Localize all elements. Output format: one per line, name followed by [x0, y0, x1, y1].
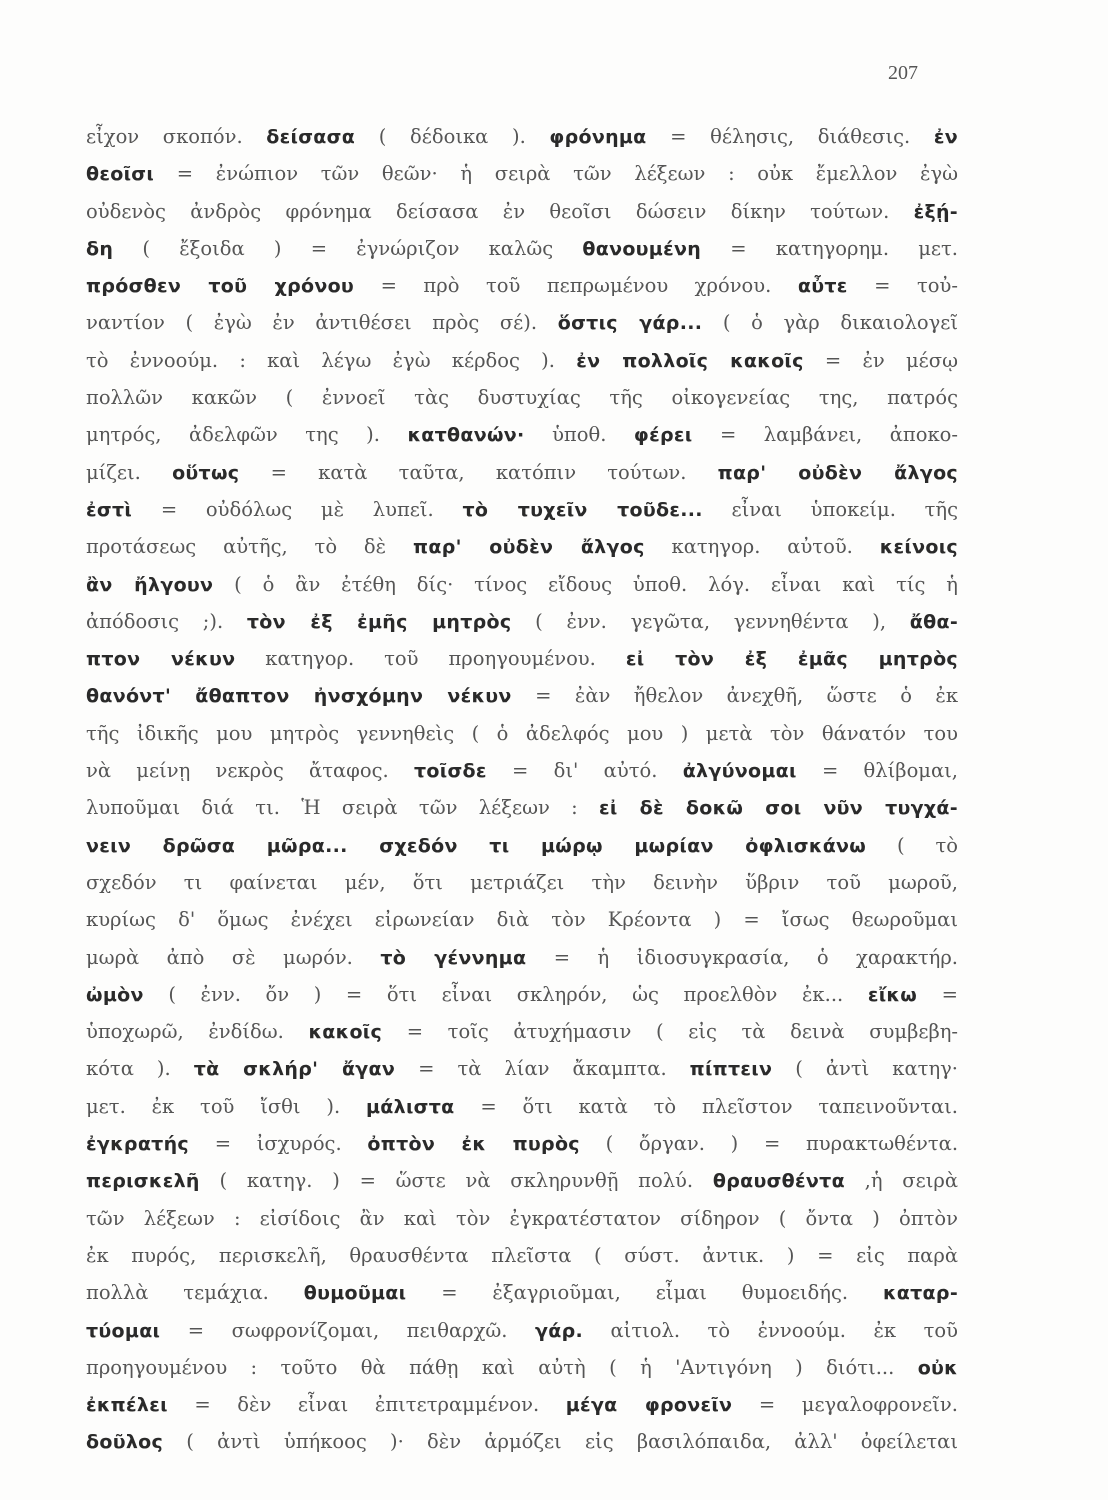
lemma-term: ἄθα-: [909, 610, 958, 633]
lemma-term: πτον νέκυν: [86, 648, 236, 671]
gloss-text: τῆς ἰδικῆς μου μητρὸς γεννηθεὶς ( ὁ ἀδελφός μου ) μετὰ τὸν θάνατόν του: [86, 721, 958, 745]
lemma-term: οὕτως: [172, 461, 240, 484]
lemma-term: ἂν ἤλγουν: [86, 573, 214, 596]
lemma-term: τὸ γέννημα: [380, 946, 527, 969]
text-line: [86, 342, 958, 379]
gloss-text: πολλὰ τεμάχια.: [86, 1281, 304, 1305]
lemma-term: ἐν: [933, 126, 958, 148]
gloss-text: ( ἐνν. ὄν ) = ὅτι εἶναι σκληρόν, ὡς προελθὸν ἐκ...: [143, 982, 868, 1006]
gloss-text: ,ἡ σειρὰ: [844, 1169, 958, 1193]
lemma-term: οὐκ: [917, 1356, 958, 1379]
gloss-text: μίζει.: [86, 460, 173, 484]
gloss-text: προηγουμένου : τοῦτο θὰ πάθῃ καὶ αὐτὴ ( ἡ 'Αντιγόνη ) διότι...: [86, 1355, 918, 1379]
gloss-text: ναντίον ( ἐγὼ ἐν ἀντιθέσει πρὸς σέ).: [86, 311, 558, 335]
lemma-term: νειν δρῶσα μῶρα... σχεδόν τι μώρῳ μωρίαν ὀφλισκάνω: [86, 834, 867, 857]
lemma-term: εἴκω: [867, 983, 918, 1006]
gloss-text: ἐκ πυρός, περισκελῆ, θραυσθέντα πλεῖστα ( σύστ. ἀντικ. ) = εἰς παρὰ: [86, 1243, 958, 1267]
text-line: [86, 491, 958, 528]
gloss-text: τῶν λέξεων : εἰσίδοις ἂν καὶ τὸν ἐγκρατέστατον σίδηρον ( ὄντα ) ὀπτὸν: [86, 1206, 958, 1230]
text-line: [86, 454, 958, 491]
commentary-text: [86, 118, 958, 1461]
text-line: [86, 1088, 958, 1125]
gloss-text: ( ἀντὶ κατηγ·: [772, 1057, 958, 1081]
gloss-text: νὰ μείνῃ νεκρὸς ἄταφος.: [86, 759, 414, 783]
gloss-text: = τὰ λίαν ἄκαμπτα.: [395, 1057, 690, 1081]
gloss-text: πολλῶν κακῶν ( ἐννοεῖ τὰς δυστυχίας τῆς οἰκογενείας της, πατρός: [86, 386, 958, 410]
gloss-text: =: [917, 982, 958, 1006]
lemma-term: εἰ τὸν ἐξ ἐμᾶς μητρὸς: [625, 648, 958, 671]
lemma-term: δείσασα: [266, 126, 356, 148]
lemma-term: μέγα φρονεῖν: [565, 1394, 733, 1417]
text-line: [86, 1013, 958, 1050]
lemma-term: θανουμένη: [582, 237, 702, 260]
gloss-text: ( ὁ ἂν ἐτέθη δίς· τίνος εἴδους ὑποθ. λόγ. εἶναι καὶ τίς ἡ: [213, 572, 958, 596]
text-line: [86, 939, 958, 976]
lemma-term: φέρει: [633, 424, 693, 447]
gloss-text: = ἡ ἰδιοσυγκρασία, ὁ χαρακτήρ.: [526, 945, 958, 969]
lemma-term: θεοῖσι: [86, 163, 155, 186]
gloss-text: = ὅτι κατὰ τὸ πλεῖστον ταπεινοῦνται.: [454, 1094, 958, 1118]
gloss-text: τὸ ἐννοούμ. : καὶ λέγω ἐγὼ κέρδος ).: [86, 348, 577, 372]
lemma-term: πρόσθεν τοῦ χρόνου: [86, 275, 355, 298]
gloss-text: = θέλησις, διάθεσις.: [646, 125, 934, 148]
lemma-term: τοῖσδε: [413, 760, 487, 783]
text-line: [86, 1312, 958, 1349]
lemma-term: κακοῖς: [308, 1021, 383, 1044]
gloss-text: ( ἀντὶ ὑπήκοος )· δὲν ἁρμόζει εἰς βασιλόπαιδα, ἀλλ' ὀφείλεται: [163, 1430, 958, 1454]
gloss-text: αἰτιολ. τὸ ἐννοούμ. ἐκ τοῦ: [583, 1318, 958, 1342]
gloss-text: κυρίως δ' ὅμως ἐνέχει εἰρωνείαν διὰ τὸν Κρέοντα ) = ἴσως θεωροῦμαι: [86, 908, 958, 932]
text-line: [86, 715, 958, 752]
gloss-text: σχεδόν τι φαίνεται μέν, ὅτι μετριάζει τὴν δεινὴν ὕβριν τοῦ μωροῦ,: [86, 870, 958, 894]
lemma-term: ἐξῄ-: [913, 200, 958, 223]
gloss-text: προτάσεως αὐτῆς, τὸ δὲ: [86, 535, 414, 559]
lemma-term: δη: [86, 237, 114, 260]
lemma-term: ὀπτὸν ἐκ πυρὸς: [367, 1133, 580, 1156]
lemma-term: παρ' οὐδὲν ἄλγος: [717, 461, 958, 484]
gloss-text: = σωφρονίζομαι, πειθαρχῶ.: [160, 1318, 535, 1342]
gloss-text: ( δέδοικα ).: [355, 125, 550, 148]
text-line: [86, 267, 958, 304]
lemma-term: τὸ τυχεῖν τοῦδε...: [462, 498, 703, 521]
text-line: [86, 528, 958, 565]
lemma-term: ἐν πολλοῖς κακοῖς: [576, 349, 804, 372]
gloss-text: ( ἐνν. γεγῶτα, γεννηθέντα ),: [511, 609, 910, 633]
gloss-text: = οὐδόλως μὲ λυπεῖ.: [132, 497, 463, 521]
lemma-term: ὅστις γάρ...: [557, 312, 703, 335]
page-number: 207: [888, 62, 918, 84]
lemma-term: κατθανών·: [407, 424, 525, 447]
gloss-text: = λαμβάνει, ἀποκο-: [692, 423, 958, 447]
text-line: [86, 379, 958, 416]
gloss-text: = δι' αὐτό.: [486, 759, 683, 783]
lemma-term: ἀλγύνομαι: [682, 760, 797, 783]
gloss-text: ὑποχωρῶ, ἐνδίδω.: [86, 1020, 309, 1044]
lemma-term: τύομαι: [86, 1319, 161, 1342]
text-line: [86, 1423, 958, 1460]
gloss-text: = ἐξαγριοῦμαι, εἶμαι θυμοειδής.: [406, 1281, 883, 1305]
text-line: [86, 1237, 958, 1274]
lemma-term: θυμοῦμαι: [303, 1282, 407, 1305]
gloss-text: ( ὁ γὰρ δικαιολογεῖ: [702, 311, 958, 335]
gloss-text: κατηγορ. τοῦ προηγουμένου.: [235, 647, 626, 671]
text-line: [86, 752, 958, 789]
gloss-text: ( ἔξοιδα ) = ἐγνώριζον καλῶς: [113, 236, 583, 260]
lemma-term: εἰ δὲ δοκῶ σοι νῦν τυγχά-: [599, 797, 958, 820]
gloss-text: = μεγαλοφρονεῖν.: [732, 1393, 958, 1417]
gloss-text: εἶχον σκοπόν.: [86, 125, 267, 148]
text-line: [86, 1050, 958, 1087]
gloss-text: μετ. ἐκ τοῦ ἴσθι ).: [86, 1094, 366, 1118]
lemma-term: δοῦλος: [86, 1431, 164, 1454]
text-line: [86, 1386, 958, 1423]
lemma-term: περισκελῆ: [86, 1170, 200, 1193]
lemma-term: θανόντ' ἄθαπτον ἠνσχόμην νέκυν: [86, 685, 512, 708]
lemma-term: γάρ.: [535, 1319, 584, 1342]
gloss-text: οὐδενὸς ἀνδρὸς φρόνημα δείσασα ἐν θεοῖσι δώσειν δίκην τούτων.: [86, 199, 914, 223]
text-line: [86, 118, 958, 155]
gloss-text: μωρὰ ἀπὸ σὲ μωρόν.: [86, 945, 381, 969]
text-line: [86, 976, 958, 1013]
gloss-text: = κατηγορημ. μετ.: [701, 236, 958, 260]
lemma-term: πίπτειν: [689, 1058, 773, 1081]
lemma-term: φρόνημα: [549, 126, 647, 148]
lemma-term: ἐγκρατής: [86, 1133, 189, 1156]
lemma-term: κείνοις: [879, 536, 958, 559]
gloss-text: = ἐνώπιον τῶν θεῶν· ἡ σειρὰ τῶν λέξεων : οὐκ ἔμελλον ἐγὼ: [154, 162, 958, 186]
lemma-term: καταρ-: [882, 1282, 958, 1305]
gloss-text: ( κατηγ. ) = ὥστε νὰ σκληρυνθῇ πολύ.: [199, 1169, 713, 1193]
gloss-text: = δὲν εἶναι ἐπιτετραμμένον.: [167, 1393, 566, 1417]
text-line: [86, 566, 958, 603]
gloss-text: ἀπόδοσις ;).: [86, 609, 247, 633]
lemma-term: ὠμὸν: [86, 983, 144, 1006]
text-line: [86, 155, 958, 192]
text-line: [86, 640, 958, 677]
gloss-text: λυποῦμαι διά τι. Ἡ σειρὰ τῶν λέξεων :: [86, 796, 600, 820]
lemma-term: τὸν ἐξ ἐμῆς μητρὸς: [246, 610, 512, 633]
gloss-text: = ἐν μέσῳ: [803, 348, 958, 372]
gloss-text: μητρός, ἀδελφῶν της ).: [86, 423, 408, 447]
gloss-text: κότα ).: [86, 1057, 194, 1081]
text-line: [86, 230, 958, 267]
lemma-term: ἐκπέλει: [86, 1394, 168, 1417]
text-line: [86, 677, 958, 714]
text-line: [86, 827, 958, 864]
gloss-text: εἶναι ὑποκείμ. τῆς: [702, 497, 958, 521]
text-line: [86, 1162, 958, 1199]
gloss-text: = τοὐ-: [847, 274, 958, 298]
lemma-term: αὖτε: [797, 275, 848, 298]
lemma-term: μάλιστα: [366, 1095, 455, 1118]
text-line: [86, 789, 958, 826]
gloss-text: ( τὸ: [866, 833, 958, 857]
gloss-text: = ἐὰν ἤθελον ἀνεχθῆ, ὥστε ὁ ἐκ: [511, 684, 958, 708]
gloss-text: κατηγορ. αὐτοῦ.: [644, 535, 880, 559]
lemma-term: ἐστὶ: [86, 498, 133, 521]
text-line: [86, 901, 958, 938]
gloss-text: = πρὸ τοῦ πεπρωμένου χρόνου.: [354, 274, 798, 298]
gloss-text: = θλίβομαι,: [796, 759, 958, 783]
lemma-term: παρ' οὐδὲν ἄλγος: [413, 536, 645, 559]
lemma-term: θραυσθέντα: [712, 1170, 845, 1193]
text-line: [86, 1200, 958, 1237]
gloss-text: = ἰσχυρός.: [189, 1132, 368, 1156]
text-line: [86, 304, 958, 341]
gloss-text: = κατὰ ταῦτα, κατόπιν τούτων.: [239, 460, 718, 484]
gloss-text: ( ὄργαν. ) = πυρακτωθέντα.: [579, 1132, 958, 1156]
gloss-text: = τοῖς ἀτυχήμασιν ( εἰς τὰ δεινὰ συμβεβη-: [382, 1020, 958, 1044]
text-line: [86, 416, 958, 453]
text-line: [86, 1274, 958, 1311]
lemma-term: τὰ σκλήρ' ἄγαν: [193, 1058, 396, 1081]
text-line: [86, 1349, 958, 1386]
text-line: [86, 603, 958, 640]
gloss-text: ὑποθ.: [524, 423, 634, 447]
text-line: [86, 1125, 958, 1162]
text-line: [86, 193, 958, 230]
text-line: [86, 864, 958, 901]
